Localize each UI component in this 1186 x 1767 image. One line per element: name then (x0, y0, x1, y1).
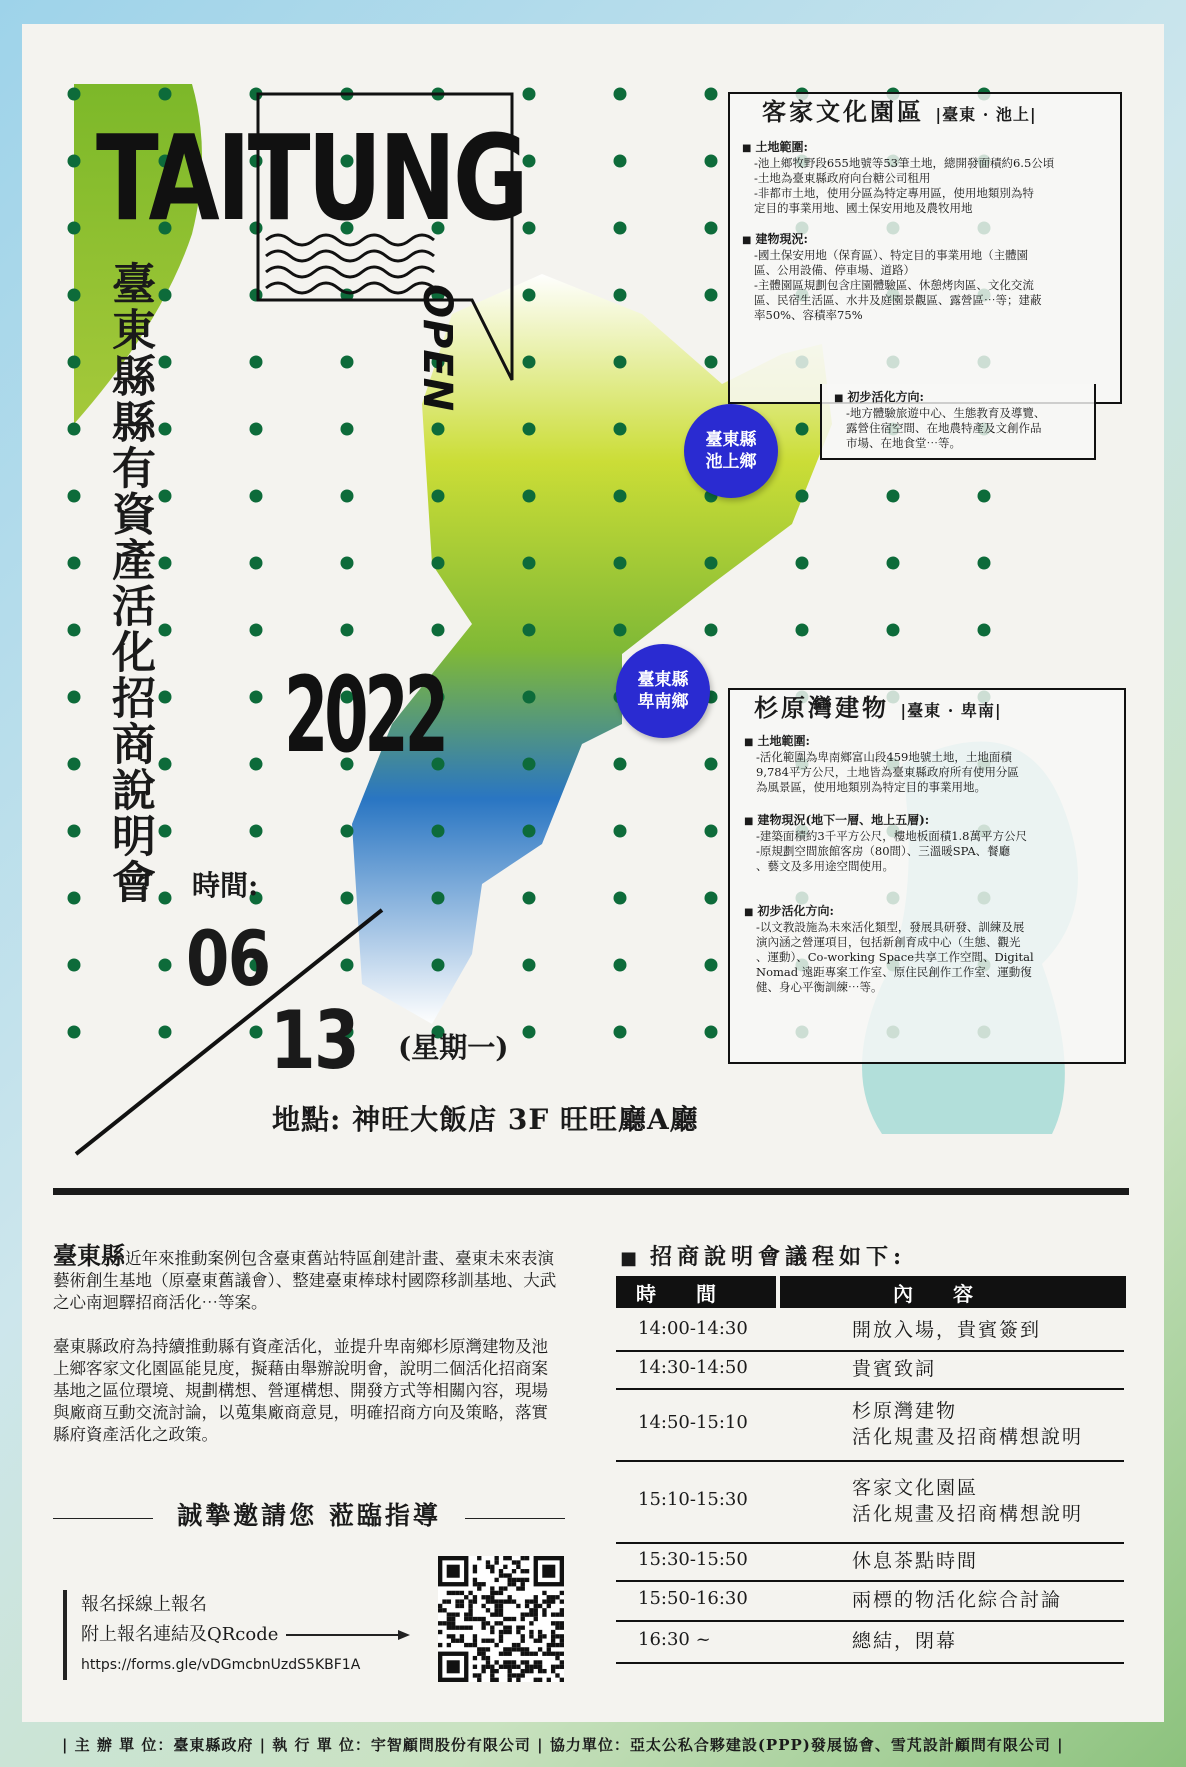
grid-dot (796, 423, 809, 436)
grid-dot (159, 289, 172, 302)
agenda-content-line: 總結，閉幕 (852, 1630, 958, 1652)
grid-dot (614, 624, 627, 637)
grid-dot (614, 1026, 627, 1039)
grid-dot (341, 624, 354, 637)
shanyuan-land-line: -活化範圍為卑南鄉富山段459地號土地，土地面積 (756, 750, 1012, 764)
shanyuan-status-line: -建築面積約3千平方公尺，樓地板面積1.8萬平方公尺 (756, 829, 1027, 843)
agenda-row (616, 1542, 1124, 1582)
grid-dot (614, 892, 627, 905)
badge-line: 臺東縣 (705, 430, 757, 450)
grid-dot (68, 88, 81, 101)
agenda-content-line: 開放入場，貴賓簽到 (852, 1319, 1042, 1341)
grid-dot (159, 691, 172, 704)
hakka-land-line: -池上鄉牧野段655地號等53筆土地，總開發面積約6.5公頃 (754, 156, 1055, 170)
grid-dot (614, 758, 627, 771)
grid-dot (341, 825, 354, 838)
hakka-land-line: -非都市土地，使用分區為特定專用區，使用地類別為特 (754, 186, 1034, 200)
badge-line: 臺東縣 (637, 670, 689, 690)
registration-block (63, 1590, 414, 1680)
hakka-plan-box (820, 384, 1096, 460)
badge-line: 池上鄉 (705, 452, 757, 472)
grid-dot (978, 490, 991, 503)
grid-dot (250, 691, 263, 704)
event-day: 13 (270, 994, 359, 1087)
agenda-row (616, 1580, 1124, 1622)
agenda-time: 14:00-14:30 (638, 1318, 748, 1339)
agenda-row (616, 1620, 1124, 1664)
hakka-status-line: 區、民宿生活區、水井及庭園景觀區、露營區⋯等；建蔽 (754, 293, 1042, 307)
grid-dot (432, 825, 445, 838)
grid-dot (523, 758, 536, 771)
grid-dot (705, 289, 718, 302)
agenda-head-content: 內容 (780, 1276, 1126, 1308)
shanyuan-plan-line: 健、身心平衡訓練⋯等。 (756, 980, 883, 994)
grid-dot (523, 490, 536, 503)
agenda-content (852, 1628, 957, 1654)
grid-dot (159, 490, 172, 503)
hakka-plan-line: -地方體驗旅遊中心、生態教育及導覽、 (846, 406, 1046, 420)
grid-dot (159, 423, 172, 436)
registration-url[interactable]: https://forms.gle/vDGmcbnUzdS5KBF1A (81, 1657, 361, 1673)
shanyuan-plan-line: -以文教設施為未來活化類型，發展具研發、訓練及展 (756, 920, 1025, 934)
grid-dot (705, 624, 718, 637)
hakka-land-line: 定目的事業用地、國土保安用地及農牧用地 (754, 201, 973, 215)
grid-dot (432, 423, 445, 436)
grid-dot (68, 624, 81, 637)
intro-paragraph-2: 臺東縣政府為持續推動縣有資產活化，並提升卑南鄉杉原灣建物及池上鄉客家文化園區能見度，擬藉由舉辦說明會，說明二個活化招商案基地之區位環境、規劃構想、營運構想、開發方式等相關內容，現場與廠商互動交流討論，以蒐集廠商意見，明確招商方向及策略，落實縣府資產活化之政策。 (53, 1337, 548, 1444)
shanyuan-land-line: 9,784平方公尺，土地皆為臺東縣政府所有使用分區 (756, 765, 1019, 779)
agenda-content-line: 活化規畫及招商構想說明 (852, 1426, 1084, 1448)
grid-dot (250, 423, 263, 436)
hakka-status-line: -主體園區規劃包含庄園體驗區、休憩烤肉區、文化交流 (754, 278, 1034, 292)
grid-dot (159, 88, 172, 101)
agenda-content-line: 活化規畫及招商構想說明 (852, 1503, 1084, 1525)
registration-line-1: 報名採線上報名 (81, 1594, 207, 1615)
registration-line-2: 附上報名連結及QRcode (81, 1624, 279, 1645)
grid-dot (159, 356, 172, 369)
shanyuan-status-title: ■ 建物現況(地下一層、地上五層): (744, 813, 1110, 829)
agenda-content-line: 客家文化園區 (852, 1477, 979, 1499)
grid-dot (705, 959, 718, 972)
grid-dot (523, 892, 536, 905)
grid-dot (705, 892, 718, 905)
agenda-row (616, 1388, 1124, 1462)
grid-dot (432, 892, 445, 905)
grid-dot (250, 624, 263, 637)
grid-dot (614, 222, 627, 235)
hakka-land-title: ■ 土地範圍: (742, 140, 1108, 156)
hakka-park-box (728, 92, 1122, 404)
grid-dot (159, 557, 172, 570)
agenda-time: 15:30-15:50 (638, 1549, 748, 1570)
shanyuan-status-line: -原規劃空間旅館客房（80間）、三溫暖SPA、餐廳 (756, 844, 1011, 858)
grid-dot (523, 557, 536, 570)
badge-beinan (616, 644, 710, 738)
grid-dot (68, 691, 81, 704)
agenda-content-line: 貴賓致詞 (852, 1358, 937, 1380)
grid-dot (523, 691, 536, 704)
grid-dot (705, 222, 718, 235)
hakka-land-line: -土地為臺東縣政府向台糖公司租用 (754, 171, 931, 185)
hakka-location: |臺東 · 池上| (935, 105, 1037, 124)
qr-code[interactable] (438, 1556, 564, 1682)
grid-dot (341, 892, 354, 905)
grid-dot (523, 423, 536, 436)
grid-dot (68, 356, 81, 369)
grid-dot (341, 490, 354, 503)
grid-dot (250, 758, 263, 771)
agenda-content-line: 兩標的物活化綜合討論 (852, 1589, 1063, 1611)
grid-dot (159, 892, 172, 905)
shanyuan-title: 杉原灣建物 (754, 693, 889, 722)
hakka-status-title: ■ 建物現況: (742, 232, 1108, 248)
agenda-content-line: 休息茶點時間 (852, 1550, 979, 1572)
grid-dot (614, 289, 627, 302)
shanyuan-box (728, 688, 1126, 1064)
taitung-wordmark: TAITUNG (96, 109, 526, 247)
grid-dot (887, 557, 900, 570)
grid-dot (432, 490, 445, 503)
grid-dot (705, 356, 718, 369)
agenda-content (852, 1587, 1062, 1613)
shanyuan-plan-line: 、運動）、Co-working Space共享工作空間、Digital (756, 950, 1034, 964)
registration-line-2-row (81, 1620, 414, 1650)
intro-lead: 臺東縣 (53, 1241, 125, 1270)
grid-dot (614, 490, 627, 503)
agenda-row (616, 1460, 1124, 1544)
agenda-head-time: 時間 (616, 1276, 776, 1308)
grid-dot (978, 624, 991, 637)
grid-dot (614, 825, 627, 838)
grid-dot (523, 959, 536, 972)
grid-dot (614, 557, 627, 570)
time-label: 時間: (192, 869, 259, 902)
shanyuan-land-line: 為風景區，使用地類別為特定目的事業用地。 (756, 780, 986, 794)
grid-dot (523, 624, 536, 637)
grid-dot (887, 624, 900, 637)
grid-dot (705, 758, 718, 771)
agenda-content (852, 1398, 1083, 1450)
organizer-footer: | 主 辦 單 位：臺東縣政府 | 執 行 單 位：宇智顧問股份有限公司 | 協力單位：亞太公私合夥建設(PPP)發展協會、雪芃設計顧問有限公司 | (62, 1736, 1064, 1754)
grid-dot (796, 624, 809, 637)
intro-paragraph-1: 近年來推動案例包含臺東舊站特區創建計畫、臺東未來表演藝術創生基地（原臺東舊議會）、整建臺東棒球村國際移訓基地、大武之心南迴驛招商活化⋯等案。 (53, 1249, 557, 1312)
grid-dot (68, 155, 81, 168)
agenda-content-line: 杉原灣建物 (852, 1400, 958, 1422)
grid-dot (978, 557, 991, 570)
grid-dot (341, 423, 354, 436)
grid-dot (159, 825, 172, 838)
badge-line: 卑南鄉 (637, 692, 689, 712)
grid-dot (887, 490, 900, 503)
agenda-time: 16:30 ~ (638, 1629, 711, 1650)
agenda-title: ■ 招商說明會議程如下: (620, 1240, 906, 1271)
grid-dot (68, 289, 81, 302)
agenda-row (616, 1310, 1124, 1352)
agenda-content (852, 1548, 978, 1574)
shanyuan-location: |臺東 · 卑南| (900, 701, 1002, 720)
agenda-content (852, 1356, 936, 1382)
wave-lines-icon (266, 235, 434, 293)
grid-dot (68, 222, 81, 235)
event-title: 臺東縣縣有資產活化招商說明會 (104, 261, 155, 905)
grid-dot (614, 88, 627, 101)
hakka-plan-line: 露營住宿空間、在地農特產及文創作品 (846, 421, 1042, 435)
open-stamp-frame (252, 90, 532, 390)
grid-dot (68, 557, 81, 570)
hakka-plan-title: ■ 初步活化方向: (834, 390, 1082, 406)
grid-dot (705, 825, 718, 838)
agenda-content (852, 1317, 1041, 1343)
hakka-title: 客家文化園區 (762, 97, 924, 126)
grid-dot (796, 490, 809, 503)
grid-dot (68, 825, 81, 838)
event-weekday: (星期一) (398, 1031, 509, 1064)
grid-dot (614, 959, 627, 972)
arrow-right-icon (284, 1628, 414, 1642)
grid-dot (705, 155, 718, 168)
grid-dot (614, 423, 627, 436)
event-month: 06 (186, 914, 270, 1003)
agenda-time: 14:50-15:10 (638, 1412, 748, 1433)
grid-dot (68, 423, 81, 436)
section-divider (53, 1188, 1129, 1195)
hakka-plan-line: 市場、在地食堂⋯等。 (846, 436, 961, 450)
grid-dot (68, 758, 81, 771)
badge-chishang (684, 404, 778, 498)
grid-dot (250, 490, 263, 503)
grid-dot (796, 557, 809, 570)
grid-dot (705, 88, 718, 101)
hakka-status-line: 區、公用設備、停車場、道路） (754, 263, 915, 277)
hakka-status-line: -國土保安用地（保育區）、特定目的事業用地（主體園 (754, 248, 1029, 262)
shanyuan-plan-line: 演內涵之營運項目，包括新創育成中心（生態、觀光 (756, 935, 1021, 949)
grid-dot (250, 557, 263, 570)
agenda-time: 15:50-16:30 (638, 1588, 748, 1609)
grid-dot (159, 624, 172, 637)
grid-dot (68, 490, 81, 503)
grid-dot (432, 557, 445, 570)
grid-dot (341, 557, 354, 570)
intro-text (53, 1241, 563, 1468)
grid-dot (523, 1026, 536, 1039)
shanyuan-plan-line: Nomad 遠距專案工作室、原住民創作工作室、運動復 (756, 965, 1032, 979)
grid-dot (705, 557, 718, 570)
event-year: 2022 (284, 654, 445, 776)
grid-dot (250, 825, 263, 838)
venue: 地點: 神旺大飯店 3F 旺旺廳A廳 (272, 1103, 699, 1136)
agenda-time: 14:30-14:50 (638, 1357, 748, 1378)
poster (22, 24, 1164, 1722)
hakka-status-line: 率50%、容積率75% (754, 308, 863, 322)
grid-dot (432, 624, 445, 637)
shanyuan-plan-title: ■ 初步活化方向: (744, 904, 1110, 920)
shanyuan-land-title: ■ 土地範圍: (744, 734, 1110, 750)
invite-text: 誠摯邀請您 蒞臨指導 (177, 1501, 441, 1530)
grid-dot (523, 825, 536, 838)
grid-dot (68, 892, 81, 905)
agenda-row (616, 1350, 1124, 1390)
grid-dot (614, 155, 627, 168)
grid-dot (159, 758, 172, 771)
grid-dot (614, 356, 627, 369)
agenda-time: 15:10-15:30 (638, 1489, 748, 1510)
open-label: OPEN (414, 284, 460, 413)
grid-dot (432, 959, 445, 972)
shanyuan-status-line: 、藝文及多用途空間使用。 (756, 859, 894, 873)
grid-dot (705, 1026, 718, 1039)
agenda-content (852, 1475, 1083, 1527)
